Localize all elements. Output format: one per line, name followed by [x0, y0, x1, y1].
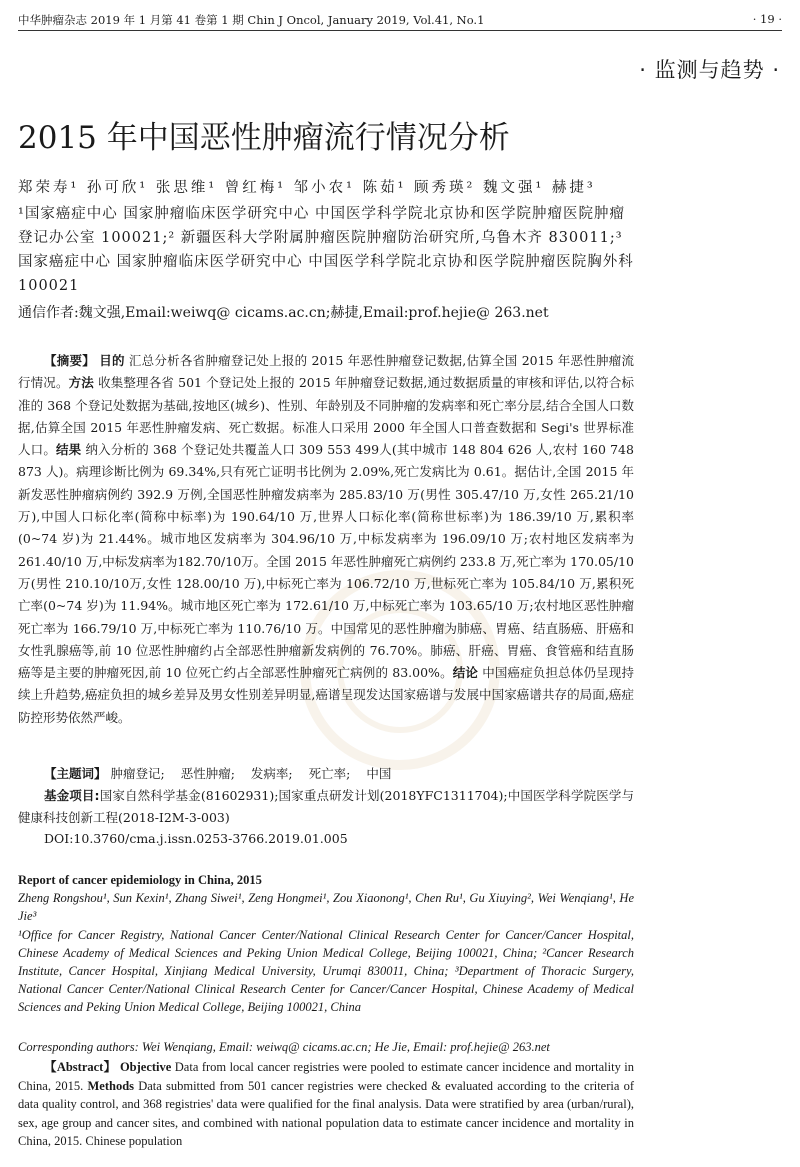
- keyword: 中国: [366, 766, 392, 781]
- methods-label: 方法: [68, 375, 94, 391]
- page-number: · 19 ·: [752, 12, 782, 26]
- methods-text: 收集整理各省 501 个登记处上报的 2015 年肿瘤登记数据,通过数据质量的审核和评估,以符合标准的 368 个登记处数据为基础,按地区(城乡)、性别、年龄别及不同肿瘤的发病率和死亡率分层,结合全国人口数据,估算全国 2015 年恶性肿瘤发病、死亡数据。标准人口采用 2000 年全国人口普查数据和 Segi's 世界标准人口。: [18, 375, 634, 458]
- funding-label: 基金项目:: [44, 788, 100, 803]
- en-methods-label: Methods: [87, 1078, 135, 1093]
- en-objective-label: Objective: [119, 1060, 172, 1074]
- conclusion-text: 中国癌症负担总体仍呈现持续上升趋势,癌症负担的城乡差异及男女性别差异明显,癌谱呈现发达国家癌谱与发展中国家癌谱共存的局面,癌症防控形势依然严峻。: [18, 665, 634, 725]
- chinese-keywords: [44, 764, 403, 782]
- doi[interactable]: DOI:10.3760/cma.j.issn.0253-3766.2019.01.005: [44, 831, 348, 846]
- results-text: 纳入分析的 368 个登记处共覆盖人口 309 553 499人(其中城市 148 804 626 人,农村 160 748 873 人)。病理诊断比例为 69.34%,只有死亡证明书比例为 2.09%,死亡发病比为 0.61。据估计,全国 2015 年新发恶性肿瘤病例约 392.9 万例,全国恶性肿瘤发病率为 285.83/10 万(男性 305.47/10 万,女性 265.21/10 万),中国人口标化率(简称中标率)为 190.64/10 万,世界人口标化率(简称世标率)为 186.39/10 万,累积率(0~74 岁)为 21.44%。城市地区发病率为 304.96/10 万,中标发病率为 196.09/10 万;农村地区发病率为 261.40/10 万,中标发病率为182.70/10万。全国 2015 年恶性肿瘤死亡病例约 233.8 万,死亡率为 170.05/10 万(男性 210.10/10万,女性 128.00/10 万),中标死亡率为 106.72/10 万,世标死亡率为 105.84/10 万,累积死亡率(0~74 岁)为 11.94%。城市地区死亡率为 172.61/10 万,中标死亡率为 103.65/10 万;农村地区恶性肿瘤死亡率为 166.79/10 万,中标死亡率为 110.76/10 万。中国常见的恶性肿瘤为肺癌、胃癌、结直肠癌、肝癌和女性乳腺癌等,前 10 位恶性肿瘤约占全部恶性肿瘤新发病例的 76.70%。肺癌、肝癌、胃癌、食管癌和结直肠癌等是主要的肿瘤死因,前 10 位死亡约占全部恶性肿瘤死亡病例的 83.00%。: [18, 442, 634, 681]
- english-affiliations: ¹Office for Cancer Registry, National Cancer Center/National Clinical Research Center for Cancer/Cancer Hospital, Chinese Academy of Medical Sciences and Peking Union Medical College, Beijing 100021, China; ²Cancer Research Institute, Cancer Hospital, Xinjiang Medical University, Urumqi 830011, China; ³Department of Thoracic Surgery, National Cancer Center/National Clinical Research Center for Cancer/Cancer Hospital, Chinese Academy of Medical Sciences and Peking Union Medical College, Beijing 100021, China: [18, 928, 634, 1014]
- keyword: 发病率;: [250, 766, 293, 781]
- en-methods-text: Data submitted from 501 cancer registries were checked & evaluated according to the criteria of data quality control, and 368 registries' data were qualified for the final analysis. Data were stratified by area (urban/rural), sex, age group and cancer sites, and combined with national population data to estimate cancer incidence and mortality in China, 2015. Chinese population: [18, 1078, 635, 1148]
- chinese-abstract: [18, 350, 634, 729]
- english-authors: Zheng Rongshou¹, Sun Kexin¹, Zhang Siwei¹, Zeng Hongmei¹, Zou Xiaonong¹, Chen Ru¹, Gu Xiuying², Wei Wenqiang¹, He Jie³: [18, 891, 634, 923]
- keyword: 肿瘤登记;: [110, 766, 165, 781]
- objective-label: 目的: [99, 353, 125, 368]
- running-header: [18, 12, 782, 31]
- keywords-label: 【主题词】: [44, 766, 107, 781]
- funding-text: 国家自然科学基金(81602931);国家重点研发计划(2018YFC1311704);中国医学科学院医学与健康科技创新工程(2018-I2M-3-003): [18, 788, 634, 825]
- chinese-corresponding-authors: 通信作者:魏文强,Email:weiwq@ cicams.ac.cn;赫捷,Email:prof.hejie@ 263.net: [18, 305, 549, 321]
- en-abstract-label: 【Abstract】: [44, 1060, 117, 1074]
- article-title: 2015 年中国恶性肿瘤流行情况分析: [18, 120, 510, 156]
- chinese-authors: 郑荣寿¹ 孙可欣¹ 张思维¹ 曾红梅¹ 邹小农¹ 陈茹¹ 顾秀瑛² 魏文强¹ 赫捷³: [18, 180, 596, 196]
- abstract-label: 【摘要】: [44, 353, 95, 368]
- keyword: 恶性肿瘤;: [180, 766, 235, 781]
- keyword: 死亡率;: [308, 766, 351, 781]
- english-abstract: [18, 1058, 634, 1151]
- journal-info: 中华肿瘤杂志 2019 年 1 月第 41 卷第 1 期 Chin J Oncol, January 2019, Vol.41, No.1: [18, 13, 485, 27]
- funding: [18, 785, 634, 829]
- section-tag: · 监测与趋势 ·: [639, 58, 780, 82]
- english-title: Report of cancer epidemiology in China, 2015: [18, 873, 262, 887]
- en-objective-text: Data from local cancer registries were pooled to estimate cancer incidence and mortality in China, 2015.: [18, 1060, 635, 1093]
- objective-text: 汇总分析各省肿瘤登记处上报的 2015 年恶性肿瘤登记数据,估算全国 2015 年恶性肿瘤流行情况。: [18, 353, 634, 391]
- conclusion-label: 结论: [452, 665, 479, 681]
- results-label: 结果: [56, 442, 82, 458]
- english-corresponding-authors: Corresponding authors: Wei Wenqiang, Email: weiwq@ cicams.ac.cn; He Jie, Email: prof.hejie@ 263.net: [18, 1040, 550, 1054]
- chinese-affiliations: ¹国家癌症中心 国家肿瘤临床医学研究中心 中国医学科学院北京协和医学院肿瘤医院肿瘤登记办公室 100021;² 新疆医科大学附属肿瘤医院肿瘤防治研究所,乌鲁木齐 830011;³ 国家癌症中心 国家肿瘤临床医学研究中心 中国医学科学院北京协和医学院肿瘤医院胸外科 100021: [18, 206, 634, 294]
